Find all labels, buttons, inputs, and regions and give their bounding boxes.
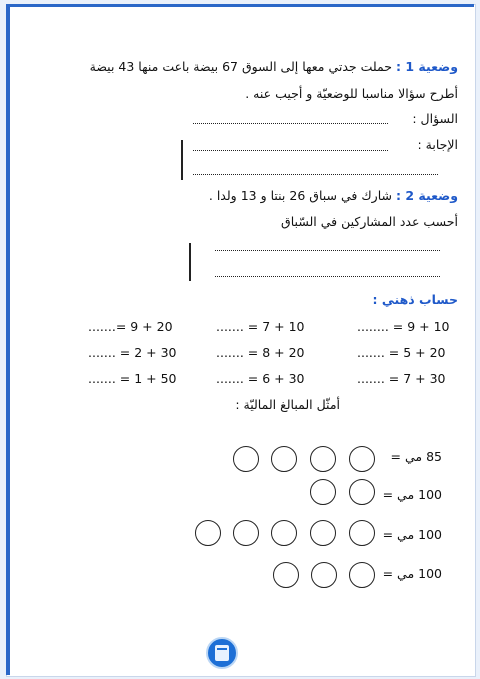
mental-item: ....... = 6 + 30 [216,371,305,386]
mental-item: ....... = 7 + 10 [216,319,305,334]
mental-item: ....... = 5 + 20 [357,345,446,360]
coin-circle[interactable] [310,479,336,505]
money-title: أمثّل المبالغ الماليّة : [235,397,340,412]
coin-circle[interactable] [349,446,375,472]
page-frame-top [6,4,474,7]
coin-circle[interactable] [271,446,297,472]
coin-circle[interactable] [233,446,259,472]
money-label: 100 مي = [382,487,442,502]
mental-item: ....... = 2 + 30 [88,345,177,360]
situation2-line [209,188,458,203]
coin-circle[interactable] [349,562,375,588]
money-label: 100 مي = [382,566,442,581]
situation1-line [90,59,458,74]
answer-line-2[interactable] [193,174,438,175]
question-label: السؤال : [412,111,458,126]
question-answer-line[interactable] [193,123,388,124]
page-frame-left [6,4,10,675]
coin-circle[interactable] [233,520,259,546]
situation2-text: شارك في سباق 26 بنتا و 13 ولدا . [208,188,392,203]
situation2-instruction: أحسب عدد المشاركين في السّباق [281,214,458,229]
coin-circle[interactable] [349,479,375,505]
mental-item: ....... = 7 + 30 [357,371,446,386]
money-label: 85 مي = [390,449,442,464]
coin-circle[interactable] [273,562,299,588]
situation2-line-2[interactable] [215,276,440,277]
book-logo-icon [206,637,238,669]
coin-circle[interactable] [310,520,336,546]
answer-line-1[interactable] [193,150,388,151]
coin-circle[interactable] [311,562,337,588]
answer-label: الإجابة : [417,137,458,152]
mental-item: .......= 9 + 20 [88,319,173,334]
coin-circle[interactable] [271,520,297,546]
coin-circle[interactable] [195,520,221,546]
situation1-text: حملت جدتي معها إلى السوق 67 بيضة باعت منها 43 بيضة [89,59,392,74]
coin-circle[interactable] [349,520,375,546]
situation2-label: وضعية 2 : [395,188,458,203]
situation1-label: وضعية 1 : [395,59,458,74]
mental-calc-title: حساب ذهني : [372,292,458,307]
situation1-instruction: أطرح سؤالا مناسبا للوضعيّة و أجيب عنه . [245,86,458,101]
situation2-line-1[interactable] [215,250,440,251]
separator-bar-2 [189,243,191,281]
mental-item: ........ = 9 + 10 [357,319,450,334]
separator-bar-1 [181,140,183,180]
mental-item: ....... = 1 + 50 [88,371,177,386]
coin-circle[interactable] [310,446,336,472]
money-label: 100 مي = [382,527,442,542]
mental-item: ....... = 8 + 20 [216,345,305,360]
